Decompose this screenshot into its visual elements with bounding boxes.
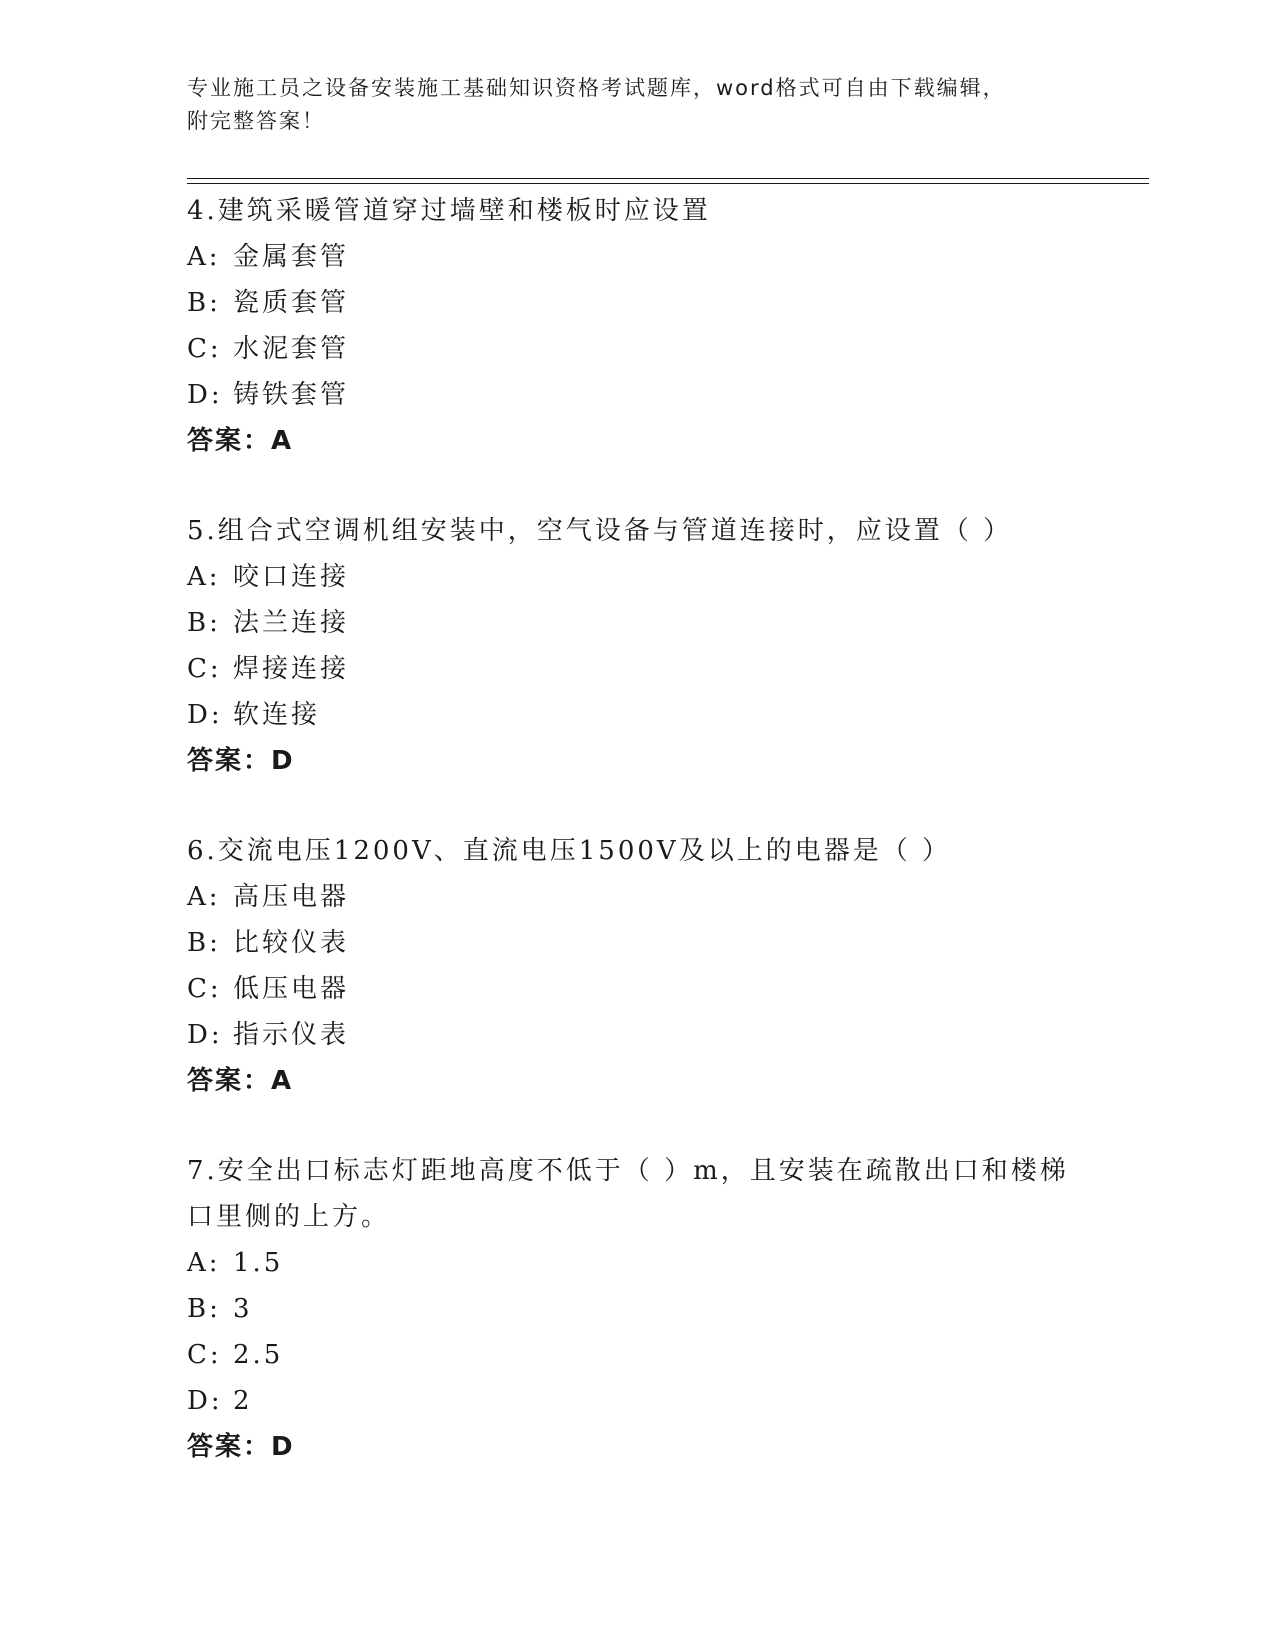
option-text: 指示仪表 bbox=[233, 1020, 350, 1050]
question-stem: 5.组合式空调机组安装中，空气设备与管道连接时，应设置（ ） bbox=[187, 516, 1013, 546]
option-a bbox=[187, 1240, 1087, 1286]
option-letter: B: bbox=[187, 608, 221, 638]
option-text: 法兰连接 bbox=[233, 608, 350, 638]
option-letter: C: bbox=[187, 1340, 222, 1370]
option-letter: C: bbox=[187, 334, 222, 364]
option-b bbox=[187, 280, 1087, 326]
option-b bbox=[187, 600, 1087, 646]
option-letter: D: bbox=[187, 1020, 223, 1050]
question-stem: 7.安全出口标志灯距地高度不低于（ ）m，且安装在疏散出口和楼梯口里侧的上方。 bbox=[187, 1156, 1069, 1232]
option-c bbox=[187, 326, 1087, 372]
option-c bbox=[187, 646, 1087, 692]
header-line-1: 专业施工员之设备安装施工基础知识资格考试题库，word格式可自由下载编辑， bbox=[187, 76, 1006, 100]
option-c bbox=[187, 1332, 1087, 1378]
header-divider-bottom bbox=[187, 183, 1149, 184]
option-text: 焊接连接 bbox=[233, 654, 350, 684]
question-block bbox=[187, 1148, 1087, 1470]
answer-line: 答案：A bbox=[187, 1066, 294, 1096]
option-letter: A: bbox=[187, 242, 221, 272]
option-text: 3 bbox=[233, 1294, 253, 1324]
option-c bbox=[187, 966, 1087, 1012]
option-letter: B: bbox=[187, 1294, 221, 1324]
question-stem: 4.建筑采暖管道穿过墙壁和楼板时应设置 bbox=[187, 196, 711, 226]
option-d bbox=[187, 372, 1087, 418]
option-text: 1.5 bbox=[233, 1248, 284, 1278]
option-d bbox=[187, 1378, 1087, 1424]
option-text: 低压电器 bbox=[233, 974, 350, 1004]
header-line-2: 附完整答案！ bbox=[187, 109, 325, 133]
question-block bbox=[187, 188, 1087, 464]
option-text: 软连接 bbox=[233, 700, 321, 730]
option-text: 2.5 bbox=[233, 1340, 284, 1370]
option-letter: D: bbox=[187, 700, 223, 730]
option-d bbox=[187, 1012, 1087, 1058]
option-a bbox=[187, 554, 1087, 600]
option-text: 水泥套管 bbox=[233, 334, 350, 364]
option-a bbox=[187, 874, 1087, 920]
option-text: 咬口连接 bbox=[233, 562, 350, 592]
option-letter: A: bbox=[187, 882, 221, 912]
question-block bbox=[187, 508, 1087, 784]
option-letter: A: bbox=[187, 562, 221, 592]
option-text: 高压电器 bbox=[233, 882, 350, 912]
option-text: 2 bbox=[233, 1386, 253, 1416]
header-divider-top bbox=[187, 178, 1149, 179]
document-header bbox=[187, 72, 1087, 138]
option-a bbox=[187, 234, 1087, 280]
option-letter: C: bbox=[187, 974, 222, 1004]
option-letter: A: bbox=[187, 1248, 221, 1278]
answer-line: 答案：D bbox=[187, 746, 295, 776]
option-text: 金属套管 bbox=[233, 242, 350, 272]
option-text: 铸铁套管 bbox=[233, 380, 350, 410]
option-b bbox=[187, 1286, 1087, 1332]
option-b bbox=[187, 920, 1087, 966]
question-stem: 6.交流电压1200V、直流电压1500V及以上的电器是（ ） bbox=[187, 836, 951, 866]
option-d bbox=[187, 692, 1087, 738]
option-letter: D: bbox=[187, 1386, 223, 1416]
option-letter: C: bbox=[187, 654, 222, 684]
question-block bbox=[187, 828, 1087, 1104]
option-letter: B: bbox=[187, 928, 221, 958]
option-text: 比较仪表 bbox=[233, 928, 350, 958]
option-text: 瓷质套管 bbox=[233, 288, 350, 318]
option-letter: D: bbox=[187, 380, 223, 410]
answer-line: 答案：D bbox=[187, 1432, 295, 1462]
answer-line: 答案：A bbox=[187, 426, 294, 456]
option-letter: B: bbox=[187, 288, 221, 318]
